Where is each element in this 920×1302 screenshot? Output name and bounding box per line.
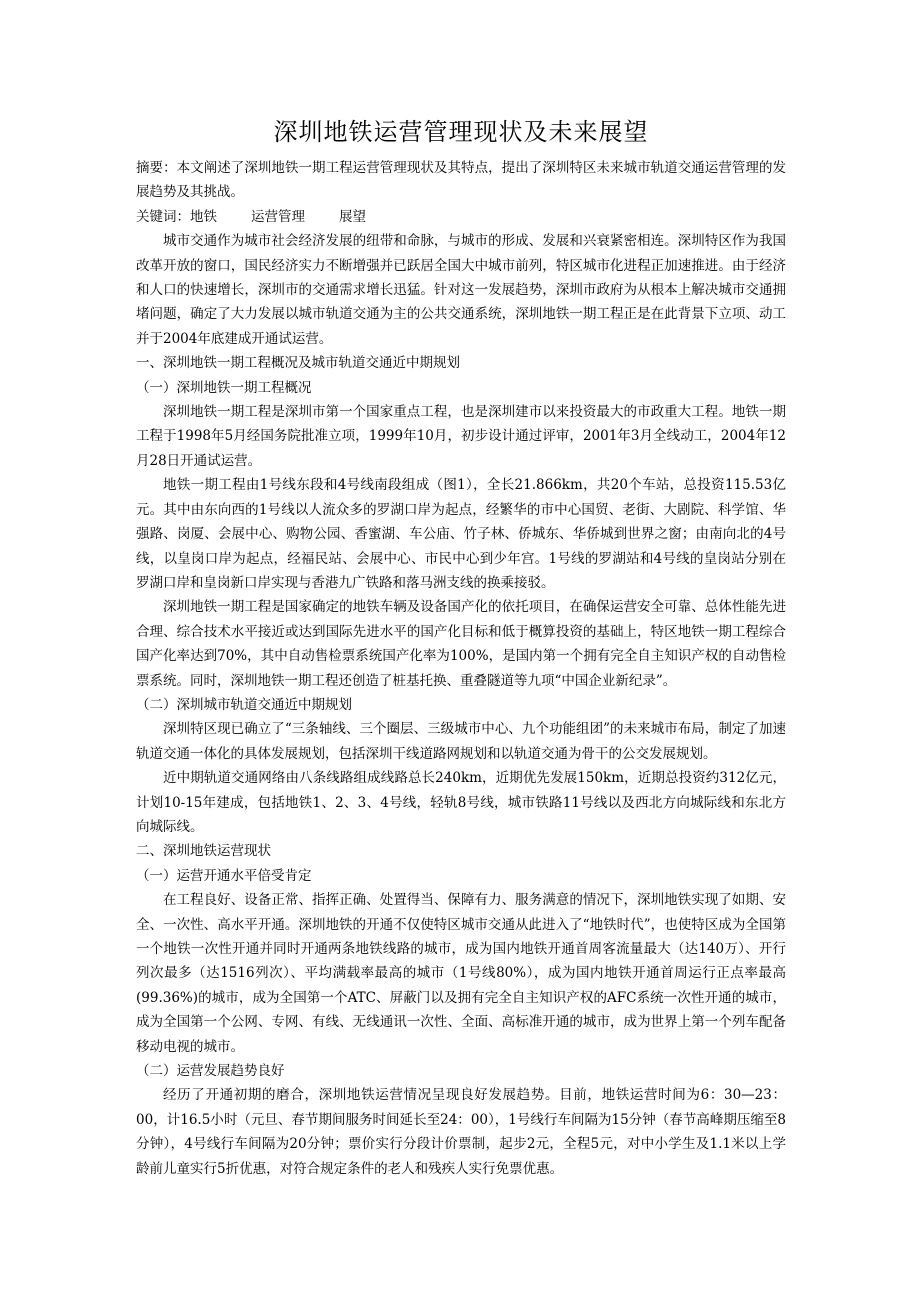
subsection-heading-2-1: （一）运营开通水平倍受肯定	[136, 867, 312, 884]
paragraph: 经历了开通初期的磨合，深圳地铁运营情况呈现良好发展趋势。目前，地铁运营时间为6：30—23：00，计16.5小时（元旦、春节期间服务时间延长至24：00），1号线行车间隔为15分钟（春节高峰期压缩至8分钟），4号线行车间隔为20分钟；票价实行分段计价票制，起步2元，全程5元，对中小学生及1.1米以上学龄前儿童实行5折优惠，对符合规定条件的老人和残疾人实行免票优惠。	[136, 1087, 786, 1177]
document-title: 深圳地铁运营管理现状及未来展望	[273, 118, 649, 146]
subsection-heading-1-2: （二）深圳城市轨道交通近中期规划	[136, 696, 352, 713]
section-heading-2: 二、深圳地铁运营现状	[136, 843, 271, 860]
subsection-heading-1-1: （一）深圳地铁一期工程概况	[136, 379, 312, 396]
paragraph: 深圳地铁一期工程是国家确定的地铁车辆及设备国产化的依托项目，在确保运营安全可靠、总体性能先进合理、综合技术水平接近或达到国际先进水平的国产化目标和低于概算投资的基础上，特区地铁一期工程综合国产化率达到70%，其中自动售检票系统国产化率为100%，是国内第一个拥有完全自主知识产权的自动售检票系统。同时，深圳地铁一期工程还创造了桩基托换、重叠隧道等九项“中国企业新纪录”。	[136, 599, 786, 689]
intro-paragraph: 城市交通作为城市社会经济发展的纽带和命脉，与城市的形成、发展和兴衰紧密相连。深圳特区作为我国改革开放的窗口，国民经济实力不断增强并已跃居全国大中城市前列，特区城市化进程正加速推进。由于经济和人口的快速增长，深圳市的交通需求增长迅猛。针对这一发展趋势，深圳市政府为从根本上解决城市交通拥堵问题，确定了大力发展以城市轨道交通为主的公共交通系统，深圳地铁一期工程正是在此背景下立项、动工并于2004年底建成开通试运营。	[136, 233, 786, 347]
keywords-label: 关键词：	[136, 208, 190, 225]
paragraph: 地铁一期工程由1号线东段和4号线南段组成（图1），全长21.866km，共20个车站，总投资115.53亿元。其中由东向西的1号线以人流众多的罗湖口岸为起点，经繁华的市中心国贸、老街、大剧院、科学馆、华强路、岗厦、会展中心、购物公园、香蜜湖、车公庙、竹子林、侨城东、华侨城到世界之窗；由南向北的4号线，以皇岗口岸为起点，经福民站、会展中心、市民中心到少年宫。1号线的罗湖站和4号线的皇岗站分别在罗湖口岸和皇岗新口岸实现与香港九广铁路和落马洲支线的换乘接驳。	[136, 477, 786, 591]
paragraph: 在工程良好、设备正常、指挥正确、处置得当、保障有力、服务满意的情况下，深圳地铁实现了如期、安全、一次性、高水平开通。深圳地铁的开通不仅使特区城市交通从此进入了“地铁时代”，也使特区成为全国第一个地铁一次性开通并同时开通两条地铁线路的城市，成为国内地铁开通首周客流量最大（达140万）、开行列次最多（达1516列次）、平均满载率最高的城市（1号线80%），成为国内地铁开通首周运行正点率最高(99.36%)的城市，成为全国第一个ATC、屏蔽门以及拥有完全自主知识产权的AFC系统一次性开通的城市，成为全国第一个公网、专网、有线、无线通讯一次性、全面、高标准开通的城市，成为世界上第一个列车配备移动电视的城市。	[136, 892, 786, 1055]
keywords-line	[136, 205, 786, 229]
keyword: 运营管理	[251, 208, 305, 225]
keyword: 地铁	[190, 208, 217, 225]
section-heading-1: 一、深圳地铁一期工程概况及城市轨道交通近中期规划	[136, 355, 460, 372]
subsection-heading-2-2: （二）运营发展趋势良好	[136, 1063, 285, 1080]
paragraph: 深圳特区现已确立了“三条轴线、三个圈层、三级城市中心、九个功能组团”的未来城市布局，制定了加速轨道交通一体化的具体发展规划，包括深圳干线道路网规划和以轨道交通为骨干的公交发展规划。	[136, 721, 786, 762]
paragraph: 深圳地铁一期工程是深圳市第一个国家重点工程，也是深圳建市以来投资最大的市政重大工程。地铁一期工程于1998年5月经国务院批准立项，1999年10月，初步设计通过评审，2001年3月全线动工，2004年12月28日开通试运营。	[136, 404, 786, 469]
abstract: 摘要：本文阐述了深圳地铁一期工程运营管理现状及其特点，提出了深圳特区未来城市轨道交通运营管理的发展趋势及其挑战。	[136, 160, 786, 201]
keyword: 展望	[339, 208, 366, 225]
paragraph: 近中期轨道交通网络由八条线路组成线路总长240km，近期优先发展150km，近期总投资约312亿元，计划10-15年建成，包括地铁1、2、3、4号线，轻轨8号线，城市铁路11号线以及西北方向城际线和东北方向城际线。	[136, 770, 786, 835]
